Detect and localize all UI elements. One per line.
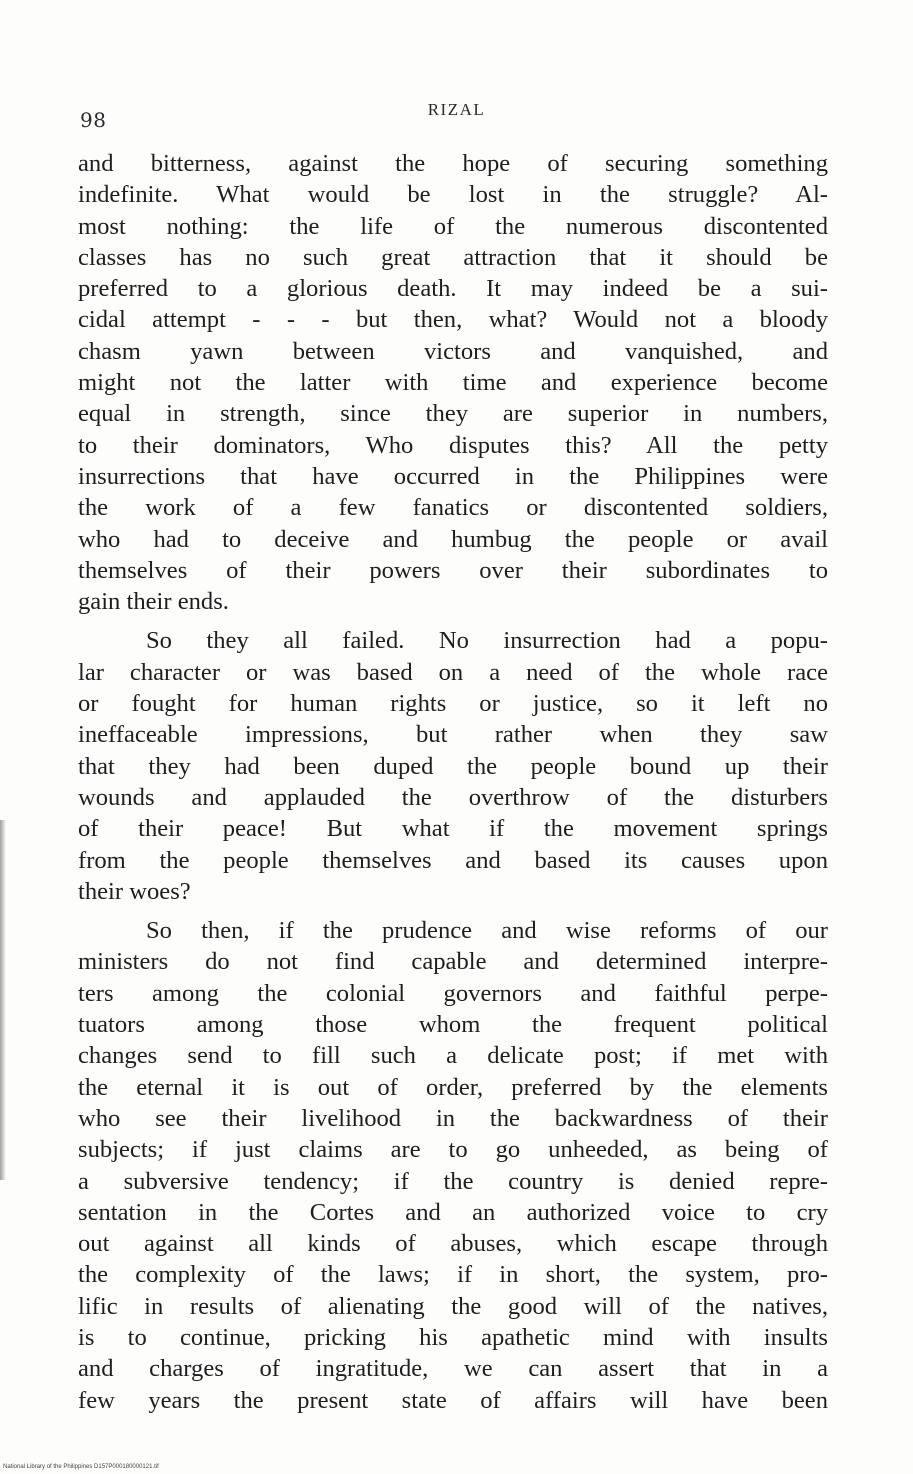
running-head-title: RIZAL: [427, 100, 486, 119]
text-line: the complexity of the laws; if in short, the system, pro-: [78, 1261, 828, 1289]
scan-credit: National Library of the Philippines D157P000180000121.tif: [3, 1464, 159, 1470]
text-line: So they all failed. No insurrection had a popu-: [146, 627, 828, 655]
text-line: classes has no such great attraction that it should be: [78, 243, 828, 271]
text-line: few years the present state of affairs will have been: [78, 1386, 828, 1414]
text-line: or fought for human rights or justice, so it left no: [78, 690, 828, 718]
page-number: 98: [80, 108, 107, 132]
text-line: subjects; if just claims are to go unheeded, as being of: [78, 1136, 828, 1164]
text-line: who had to deceive and humbug the people or avail: [78, 525, 828, 553]
text-line: that they had been duped the people bound up their: [78, 752, 828, 780]
text-line: wounds and applauded the overthrow of the disturbers: [78, 783, 828, 811]
text-line: ineffaceable impressions, but rather when they saw: [78, 721, 828, 749]
text-line: might not the latter with time and experience become: [78, 369, 828, 397]
text-line: their woes?: [78, 877, 191, 905]
text-line: indefinite. What would be lost in the struggle? Al-: [78, 181, 828, 209]
text-line: themselves of their powers over their subordinates to: [78, 556, 828, 584]
text-line: cidal attempt - - - but then, what? Would not a bloody: [78, 306, 828, 334]
text-line: insurrections that have occurred in the Philippines were: [78, 462, 828, 490]
text-line: preferred to a glorious death. It may indeed be a sui-: [78, 275, 828, 303]
text-line: So then, if the prudence and wise reforms of our: [146, 917, 828, 945]
text-line: and charges of ingratitude, we can assert that in a: [78, 1355, 828, 1383]
text-line: tuators among those whom the frequent political: [78, 1011, 828, 1039]
text-line: ters among the colonial governors and faithful perpe-: [78, 979, 828, 1007]
text-line: changes send to fill such a delicate post; if met with: [78, 1042, 828, 1070]
text-line: to their dominators, Who disputes this? All the petty: [78, 431, 828, 459]
text-line: lar character or was based on a need of the whole race: [78, 658, 828, 686]
text-line: lific in results of alienating the good will of the natives,: [78, 1292, 828, 1320]
text-line: ministers do not find capable and determined interpre-: [78, 948, 828, 976]
page-edge-shadow: [0, 820, 6, 1180]
text-line: gain their ends.: [78, 588, 229, 616]
text-line: the work of a few fanatics or discontented soldiers,: [78, 494, 828, 522]
text-line: from the people themselves and based its causes upon: [78, 846, 828, 874]
text-line: chasm yawn between victors and vanquished, and: [78, 337, 828, 365]
text-line: most nothing: the life of the numerous discontented: [78, 212, 828, 240]
text-line: out against all kinds of abuses, which escape through: [78, 1230, 828, 1258]
text-line: the eternal it is out of order, preferred by the elements: [78, 1073, 828, 1101]
text-line: is to continue, pricking his apathetic mind with insults: [78, 1323, 828, 1351]
text-line: who see their livelihood in the backwardness of their: [78, 1104, 828, 1132]
text-line: equal in strength, since they are superior in numbers,: [78, 400, 828, 428]
text-line: a subversive tendency; if the country is denied repre-: [78, 1167, 828, 1195]
text-line: of their peace! But what if the movement springs: [78, 815, 828, 843]
body-text: [78, 148, 828, 1416]
text-line: sentation in the Cortes and an authorized voice to cry: [78, 1198, 828, 1226]
text-line: and bitterness, against the hope of securing something: [78, 150, 828, 177]
